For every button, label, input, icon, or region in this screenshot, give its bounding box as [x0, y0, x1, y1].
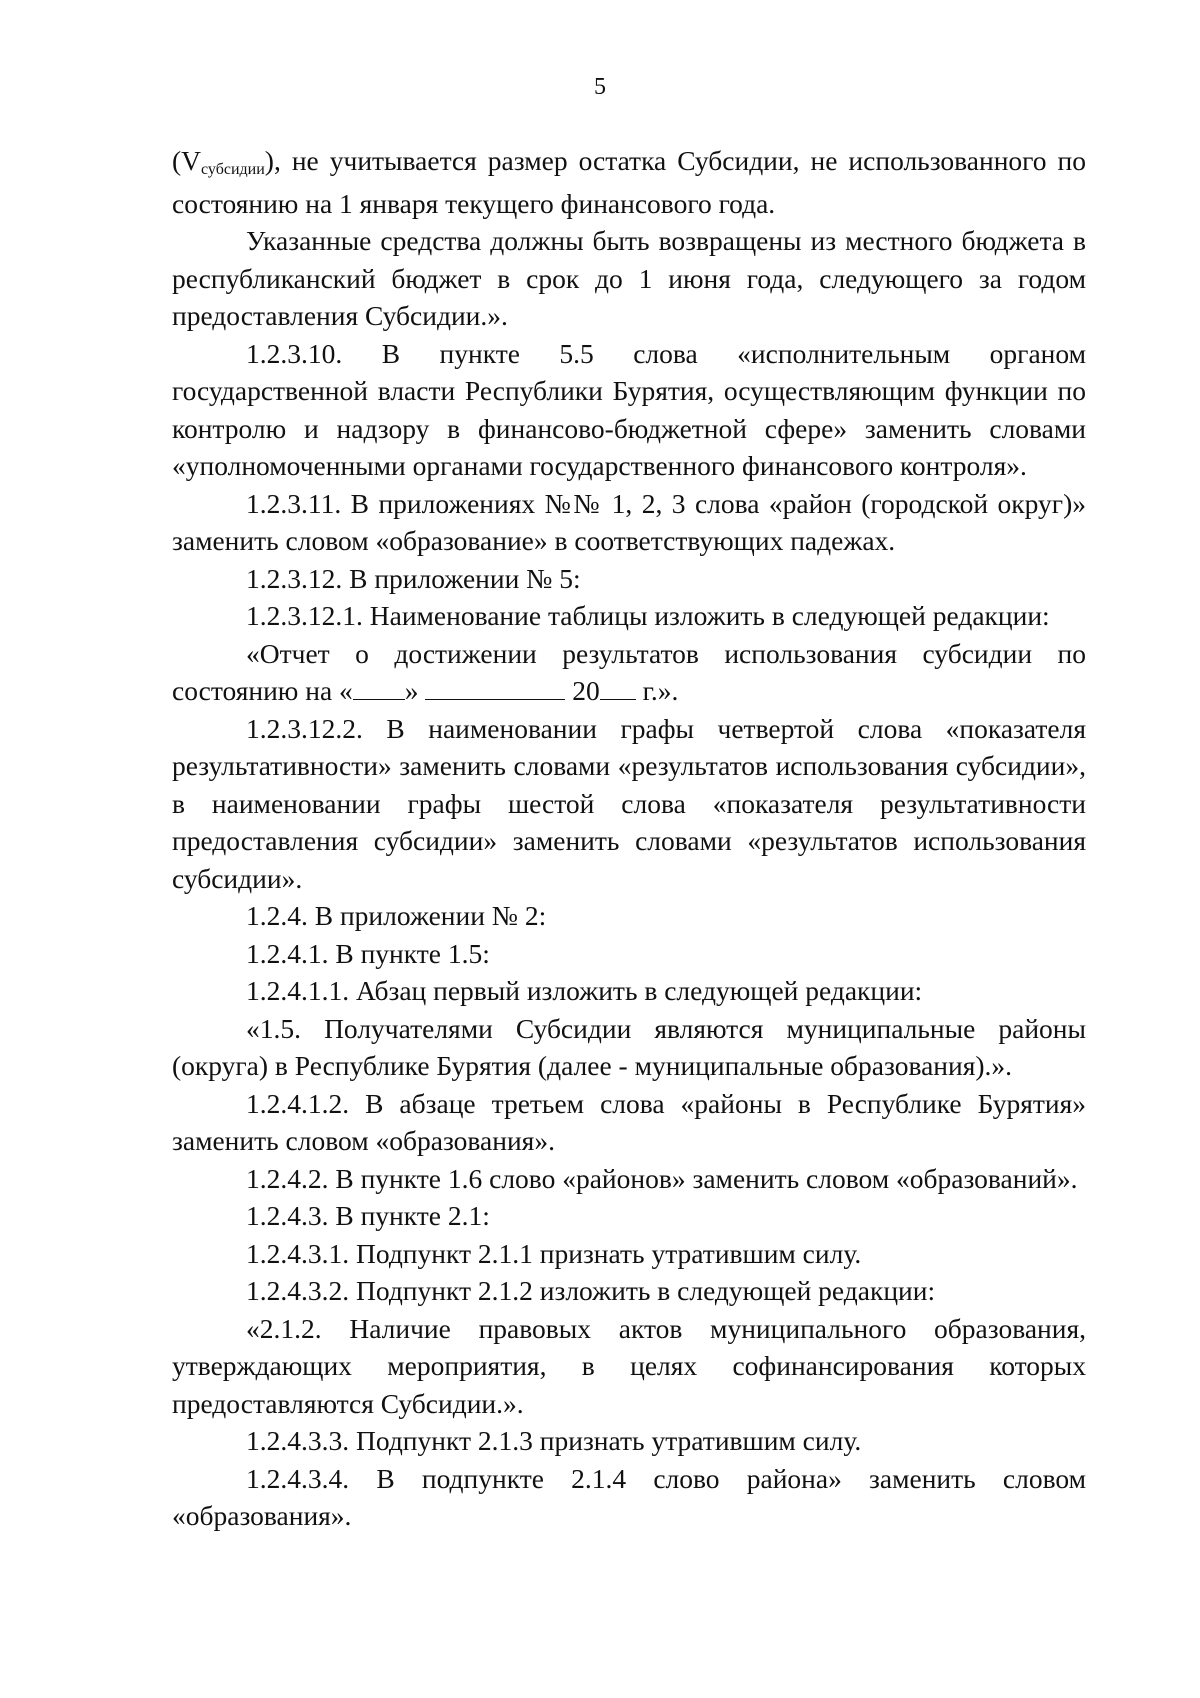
paragraph-19: 1.2.4.3.3. Подпункт 2.1.3 признать утратившим силу.	[246, 1425, 862, 1456]
paragraph-12: «1.5. Получателями Субсидии являются муниципальные районы (округа) в Республике Бурятия (далее - муниципальные образования).».	[172, 1012, 1086, 1081]
blank-year	[600, 675, 636, 700]
paragraph-3: 1.2.3.10. В пункте 5.5 слова «исполнительным органом государственной власти Республики Бурятия, осуществляющим функции по контролю и надзору в финансово-бюджетной сфере» заменить словами «уполномоченными органами государственного финансового контроля».	[172, 337, 1086, 481]
paragraph-1	[172, 142, 1086, 222]
paragraph-8: 1.2.3.12.2. В наименовании графы четвертой слова «показателя результативности» заменить словами «результатов использования субсидии», в наименовании графы шестой слова «показателя результативности предоставления субсидии» заменить словами «результатов использования субсидии».	[172, 712, 1086, 894]
blank-day	[353, 675, 405, 700]
paragraph-20: 1.2.4.3.4. В подпункте 2.1.4 слово района» заменить словом «образования».	[172, 1462, 1086, 1531]
report-title-year-prefix: 20	[572, 675, 600, 706]
paragraph-4: 1.2.3.11. В приложениях №№ 1, 2, 3 слова «район (городской округ)» заменить словом «образование» в соответствующих падежах.	[172, 487, 1086, 556]
paragraph-13: 1.2.4.1.2. В абзаце третьем слова «районы в Республике Бурятия» заменить словом «образования».	[172, 1087, 1086, 1156]
paragraph-9: 1.2.4. В приложении № 2:	[246, 900, 547, 931]
report-title-text: «Отчет о достижении результатов использования субсидии по состоянию на «	[172, 637, 1086, 706]
blank-month	[425, 675, 565, 700]
report-title-end: г.».	[642, 675, 679, 706]
paragraph-5: 1.2.3.12. В приложении № 5:	[246, 562, 581, 594]
page-number: 5	[594, 74, 606, 100]
paragraph-7	[172, 635, 1086, 710]
report-title-close-quote: »	[404, 675, 419, 706]
paragraph-2: Указанные средства должны быть возвращены из местного бюджета в республиканский бюджет в срок до 1 июня года, следующего за годом предоставления Субсидии.».	[172, 225, 1086, 331]
paragraph-6: 1.2.3.12.1. Наименование таблицы изложить в следующей редакции:	[246, 600, 1050, 631]
paragraph-17: 1.2.4.3.2. Подпункт 2.1.2 изложить в следующей редакции:	[246, 1275, 936, 1306]
document-body	[172, 142, 1086, 1535]
paragraph-16: 1.2.4.3.1. Подпункт 2.1.1 признать утратившим силу.	[246, 1237, 862, 1269]
paragraph-18: «2.1.2. Наличие правовых актов муниципального образования, утверждающих мероприятия, в целях софинансирования которых предоставляются Субсидии.».	[172, 1312, 1086, 1419]
paragraph-15: 1.2.4.3. В пункте 2.1:	[246, 1200, 490, 1231]
paragraph-1-open: (V	[172, 145, 202, 176]
paragraph-1-rest: ), не учитывается размер остатка Субсидии, не использованного по состоянию на 1 января текущего финансового года.	[172, 145, 1086, 219]
paragraph-14: 1.2.4.2. В пункте 1.6 слово «районов» заменить словом «образований».	[246, 1162, 1078, 1194]
subsidy-subscript: субсидии	[201, 161, 265, 178]
paragraph-10: 1.2.4.1. В пункте 1.5:	[246, 937, 490, 969]
paragraph-11: 1.2.4.1.1. Абзац первый изложить в следующей редакции:	[246, 975, 923, 1006]
